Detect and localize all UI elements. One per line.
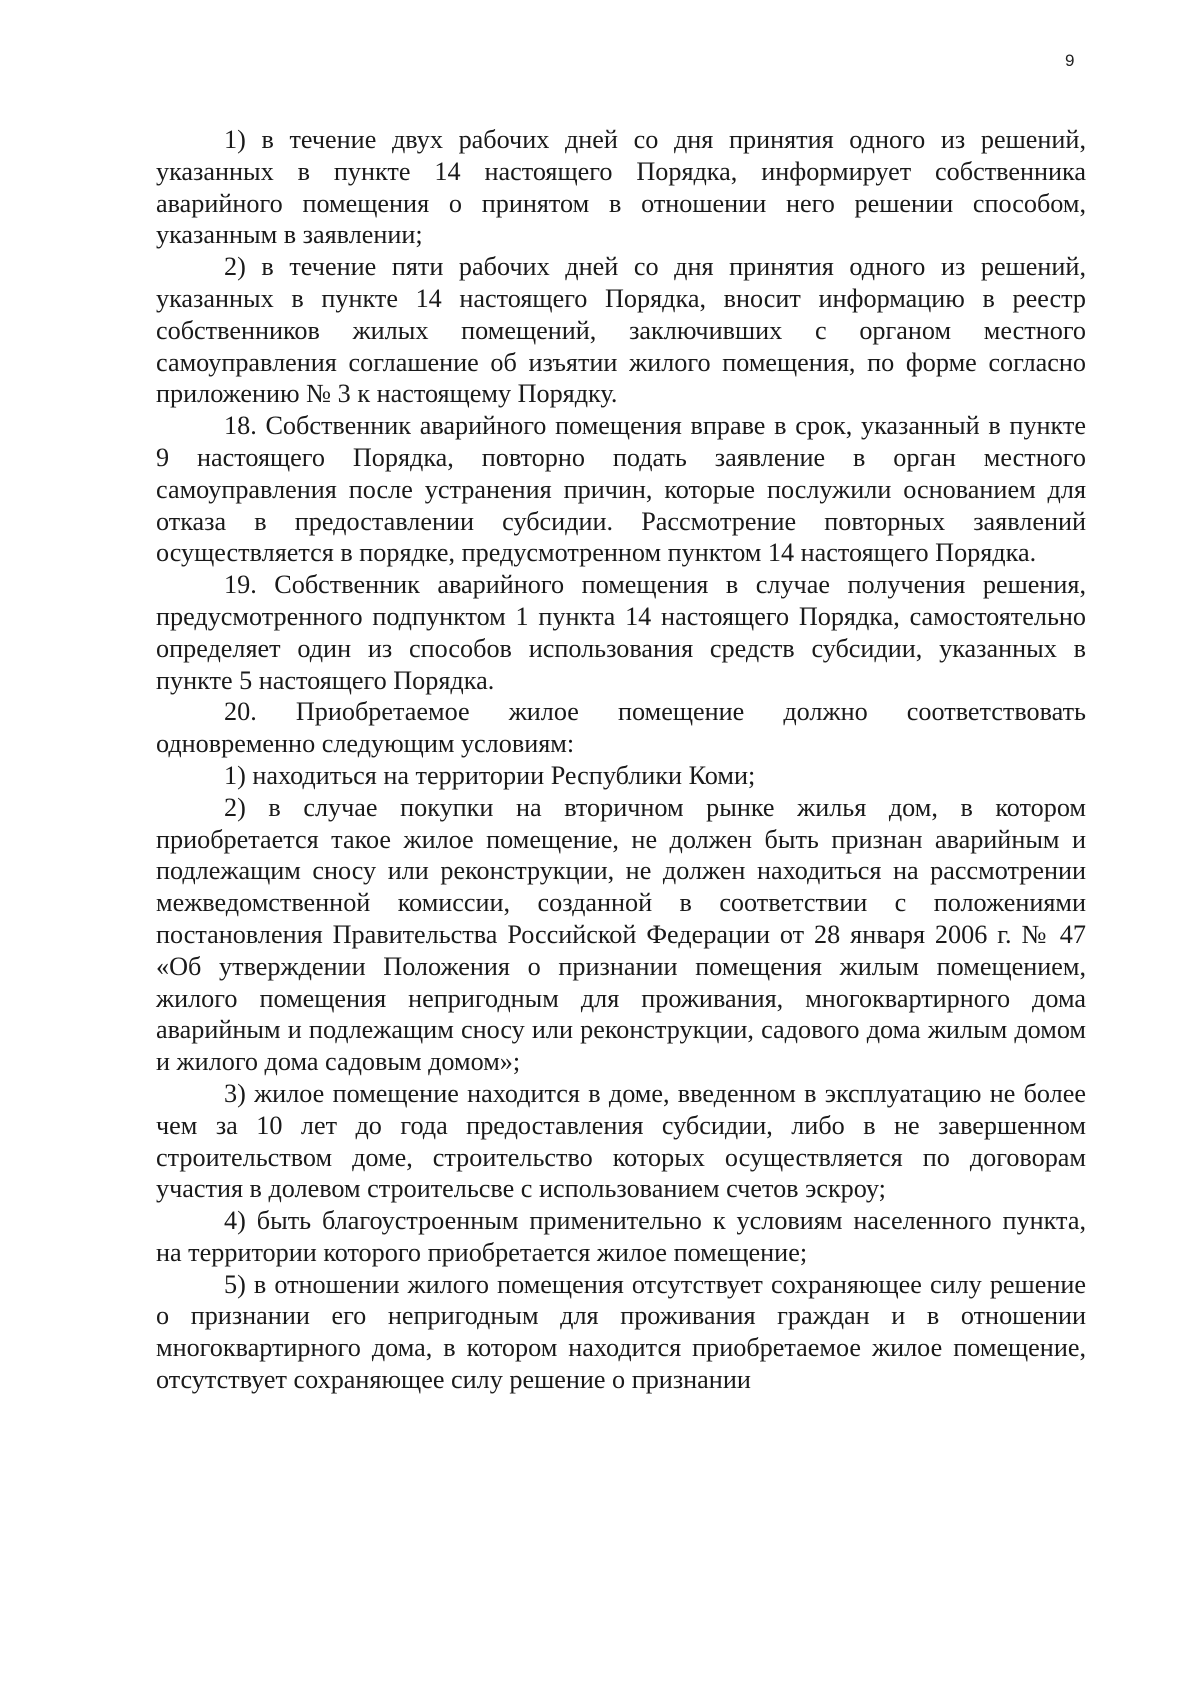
condition-5-no-unfit-decision: 5) в отношении жилого помещения отсутствует сохраняющее силу решение о признании его непригодным для проживания граждан и в отношении многоквартирного дома, в котором находится приобретаемое жилое помещение, отсутствует сохраняющее силу решение о признании [156,1269,1086,1395]
condition-1-komi-territory: 1) находиться на территории Республики Коми; [224,760,756,790]
condition-4-amenities: 4) быть благоустроенным применительно к условиям населенного пункта, на территории которого приобретается жилое помещение; [156,1206,1086,1267]
page-number: 9 [1065,51,1075,70]
paragraph-19-subsidy-use: 19. Собственник аварийного помещения в случае получения решения, предусмотренного подпунктом 1 пункта 14 настоящего Порядка, самостоятельно определяет один из способов использования средств субсидии, указанных в пункте 5 настоящего Порядка. [156,570,1086,695]
paragraph-18-repeat-application: 18. Собственник аварийного помещения вправе в срок, указанный в пункте 9 настоящего Порядка, повторно подать заявление в орган местного самоуправления после устранения причин, которые послужили основанием для отказа в предоставлении субсидии. Рассмотрение повторных заявлений осуществляется в порядке, предусмотренном пунктом 14 настоящего Порядка. [156,411,1086,568]
paragraph-20-conditions: 20. Приобретаемое жилое помещение должно соответствовать одновременно следующим условиям: [156,697,1086,759]
condition-2-secondary-market: 2) в случае покупки на вторичном рынке жилья дом, в котором приобретается такое жилое помещение, не должен быть признан аварийным и подлежащим сносу или реконструкции, не должен находиться на рассмотрении межведомственной комиссии, созданной в соответствии с положениями постановления Правительства Российской Федерации от 28 января 2006 г. № 47 «Об утверждении Положения о признании помещения жилым помещением, жилого помещения непригодным для проживания, многоквартирного дома аварийным и подлежащим сносу или реконструкции, садового дома жилым домом и жилого дома садовым домом»; [156,792,1086,1077]
paragraph-item-2-register-entry: 2) в течение пяти рабочих дней со дня принятия одного из решений, указанных в пункте 14 настоящего Порядка, вносит информацию в реестр собственников жилых помещений, заключивших с органом местного самоуправления соглашение об изъятии жилого помещения, по форме согласно приложению № 3 к настоящему Порядку. [156,252,1086,409]
condition-3-building-age: 3) жилое помещение находится в доме, введенном в эксплуатацию не более чем за 10 лет до года предоставления субсидии, либо в не завершенном строительством доме, строительство которых осуществляется по договорам участия в долевом строительсве с использованием счетов эскроу; [156,1078,1086,1204]
paragraph-item-1-inform-owner: 1) в течение двух рабочих дней со дня принятия одного из решений, указанных в пункте 14 настоящего Порядка, информирует собственника аварийного помещения о принятом в отношении него решении способом, указанным в заявлении; [156,125,1086,250]
document-body [156,124,1086,1396]
